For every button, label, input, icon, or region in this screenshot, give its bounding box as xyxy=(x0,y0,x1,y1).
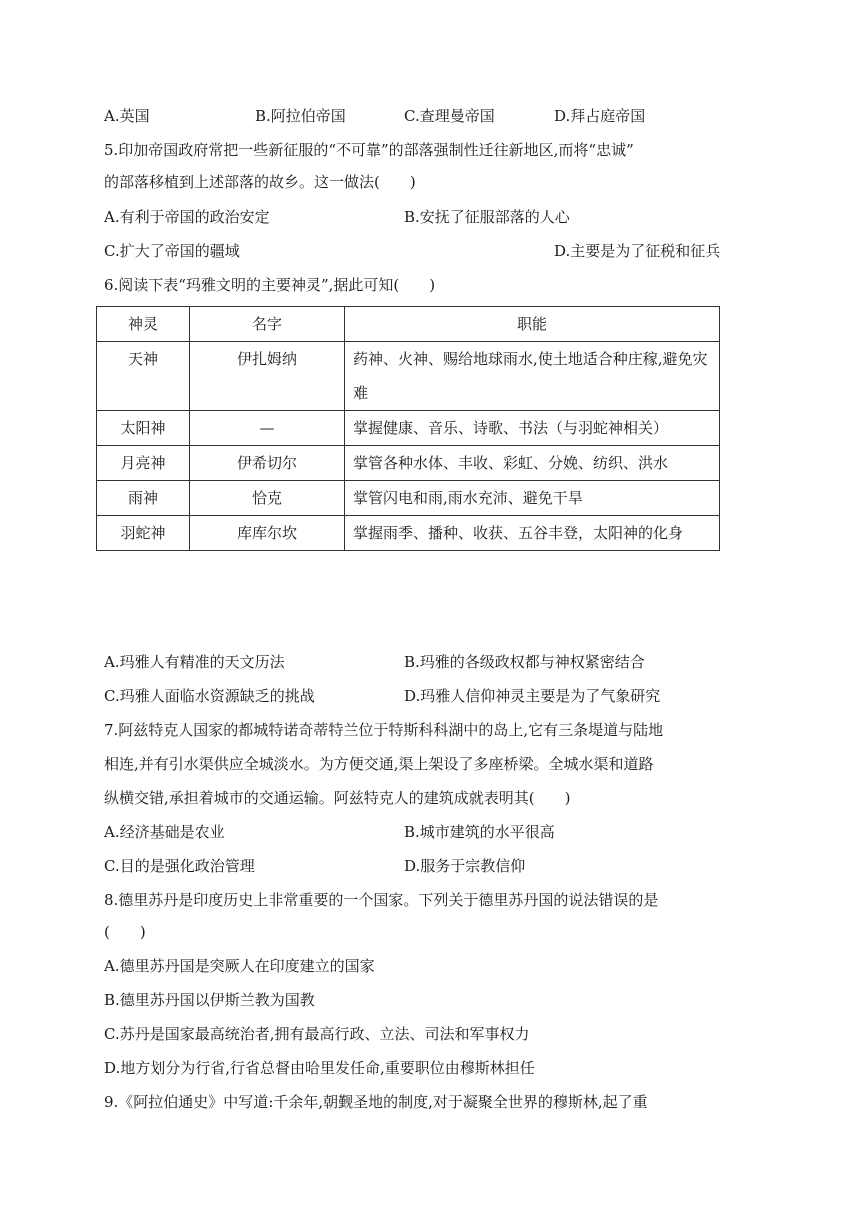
q4-option-c: C.查理曼帝国 xyxy=(404,107,495,125)
q8-option-a: A.德里苏丹国是突厥人在印度建立的国家 xyxy=(104,957,375,975)
table-cell: 太阳神 xyxy=(97,411,190,446)
table-cell: — xyxy=(190,411,345,446)
q7-option-c: C.目的是强化政治管理 xyxy=(104,857,255,875)
table-row xyxy=(97,481,720,516)
q7-stem-line-3: 纵横交错,承担着城市的交通运输。阿兹特克人的建筑成就表明其( ) xyxy=(104,789,571,807)
q6-option-c: C.玛雅人面临水资源缺乏的挑战 xyxy=(104,687,315,705)
q4-option-a: A.英国 xyxy=(104,107,150,125)
table-header-row xyxy=(97,307,720,342)
q5-option-c: C.扩大了帝国的疆域 xyxy=(104,242,240,260)
table-cell: 药神、火神、赐给地球雨水,使土地适合种庄稼,避免灾难 xyxy=(345,342,720,411)
q5-option-a: A.有利于帝国的政治安定 xyxy=(104,208,270,226)
table-header-cell: 神灵 xyxy=(97,307,190,342)
q4-option-d: D.拜占庭帝国 xyxy=(554,107,646,125)
q8-stem-line-2: ( ) xyxy=(104,923,146,941)
q7-stem-line-2: 相连,并有引水渠供应全城淡水。为方便交通,渠上架设了多座桥梁。全城水渠和道路 xyxy=(104,755,654,773)
q6-option-b: B.玛雅的各级政权都与神权紧密结合 xyxy=(404,653,645,671)
table-cell: 雨神 xyxy=(97,481,190,516)
table-cell: 掌管闪电和雨,雨水充沛、避免干旱 xyxy=(345,481,720,516)
table-cell: 羽蛇神 xyxy=(97,516,190,551)
table-cell: 月亮神 xyxy=(97,446,190,481)
q7-option-d: D.服务于宗教信仰 xyxy=(404,857,526,875)
table-row xyxy=(97,446,720,481)
table-cell: 掌握健康、音乐、诗歌、书法（与羽蛇神相关） xyxy=(345,411,720,446)
table-row xyxy=(97,411,720,446)
q6-stem: 6.阅读下表“玛雅文明的主要神灵”,据此可知( ) xyxy=(104,276,436,294)
table-cell: 天神 xyxy=(97,342,190,411)
q6-option-a: A.玛雅人有精准的天文历法 xyxy=(104,653,285,671)
q5-option-d: D.主要是为了征税和征兵 xyxy=(554,242,721,260)
q7-option-b: B.城市建筑的水平很高 xyxy=(404,823,555,841)
table-header-cell: 名字 xyxy=(190,307,345,342)
table-row xyxy=(97,342,720,411)
table-cell: 掌握雨季、播种、收获、五谷丰登，太阳神的化身 xyxy=(345,516,720,551)
q4-option-b: B.阿拉伯帝国 xyxy=(255,107,346,125)
table-header-cell: 职能 xyxy=(345,307,720,342)
table-cell: 掌管各种水体、丰收、彩虹、分娩、纺织、洪水 xyxy=(345,446,720,481)
q8-option-c: C.苏丹是国家最高统治者,拥有最高行政、立法、司法和军事权力 xyxy=(104,1025,530,1043)
q5-stem-line-2: 的部落移植到上述部落的故乡。这一做法( ) xyxy=(104,173,416,191)
table-cell: 伊扎姆纳 xyxy=(190,342,345,411)
maya-gods-table xyxy=(96,306,720,551)
q7-stem-line-1: 7.阿兹特克人国家的都城特诺奇蒂特兰位于特斯科科湖中的岛上,它有三条堤道与陆地 xyxy=(104,721,664,739)
q5-option-b: B.安抚了征服部落的人心 xyxy=(404,208,570,226)
q7-option-a: A.经济基础是农业 xyxy=(104,823,225,841)
table-cell: 伊希切尔 xyxy=(190,446,345,481)
table-cell: 库库尔坎 xyxy=(190,516,345,551)
q8-stem-line-1: 8.德里苏丹是印度历史上非常重要的一个国家。下列关于德里苏丹国的说法错误的是 xyxy=(104,891,659,909)
q8-option-b: B.德里苏丹国以伊斯兰教为国教 xyxy=(104,991,315,1009)
table-row xyxy=(97,516,720,551)
q8-option-d: D.地方划分为行省,行省总督由哈里发任命,重要职位由穆斯林担任 xyxy=(104,1059,535,1077)
table-cell: 恰克 xyxy=(190,481,345,516)
q5-stem-line-1: 5.印加帝国政府常把一些新征服的“不可靠”的部落强制性迁往新地区,而将“忠诚” xyxy=(104,141,634,159)
q6-option-d: D.玛雅人信仰神灵主要是为了气象研究 xyxy=(404,687,661,705)
q9-stem-line-1: 9.《阿拉伯通史》中写道:千余年,朝觐圣地的制度,对于凝聚全世界的穆斯林,起了重 xyxy=(104,1093,648,1111)
